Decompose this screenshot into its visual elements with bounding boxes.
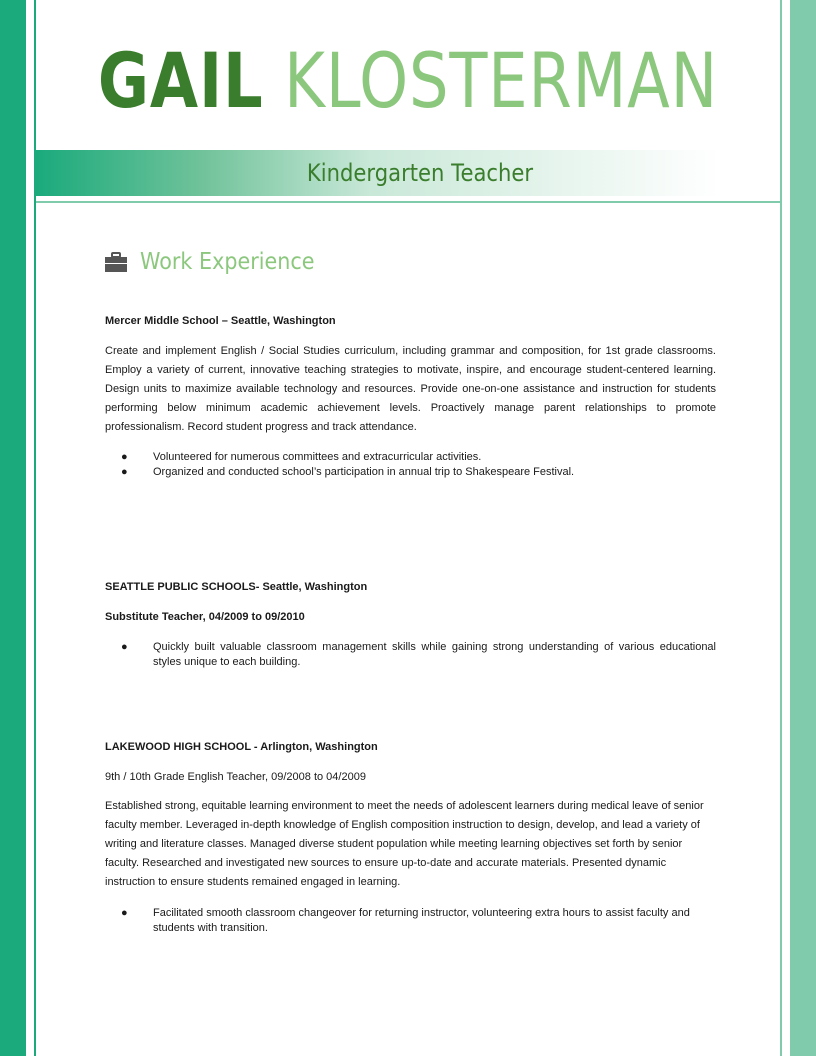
last-name: KLOSTERMAN [284, 36, 719, 125]
list-item: ● Quickly built valuable classroom management skills while gaining strong understanding of various educational styles unique to each building. [121, 641, 716, 668]
job-description: Create and implement English / Social Studies curriculum, including grammar and composition, for 1st grade classrooms. Employ a variety of current, innovative teaching strategies to motivate, inspire, and encourage student-centered learning. Design units to maximize available technology and resources. Provide one-on-one assistance and instruction for students performing below minimum academic achievement levels. Proactively manage parent relationships to promote professionalism. Record student progress and track attendance. [105, 345, 716, 433]
list-item: ● Facilitated smooth classroom changeover for returning instructor, volunteering extra hours to assist faculty and students with transition. [121, 907, 690, 934]
briefcase-icon [105, 252, 127, 272]
header-divider [36, 201, 780, 203]
right-border-line [780, 0, 782, 1056]
candidate-name [73, 36, 742, 126]
job-role: 9th / 10th Grade English Teacher, 09/2008 to 04/2009 [105, 771, 366, 783]
employer-name: SEATTLE PUBLIC SCHOOLS- Seattle, Washington [105, 581, 368, 593]
left-border-bar [0, 0, 26, 1056]
bullet-list [105, 906, 716, 936]
first-name: GAIL [97, 36, 264, 125]
right-border-bar [790, 0, 816, 1056]
job-description: Established strong, equitable learning environment to meet the needs of adolescent learners during medical leave of senior faculty member. Leveraged in-depth knowledge of English composition instruction to design, develop, and lead a variety of writing and literature classes. Managed diverse student population while meeting learning objectives set forth by senior faculty. Researched and investigated new sources to ensure up-to-date and accurate materials. Presented dynamic instruction to ensure students remained engaged in learning. [105, 800, 704, 888]
section-title: Work Experience [140, 249, 315, 275]
bullet-list [105, 640, 716, 670]
job-role: Substitute Teacher, 04/2009 to 09/2010 [105, 611, 305, 623]
employer-name: LAKEWOOD HIGH SCHOOL - Arlington, Washington [105, 741, 378, 753]
list-item: ● Volunteered for numerous committees and extracurricular activities. [121, 451, 482, 463]
bullet-list [105, 450, 716, 480]
employer-name: Mercer Middle School – Seattle, Washington [105, 315, 336, 327]
job-title: Kindergarten Teacher [306, 159, 534, 187]
list-item: ● Organized and conducted school’s participation in annual trip to Shakespeare Festival. [121, 466, 575, 478]
